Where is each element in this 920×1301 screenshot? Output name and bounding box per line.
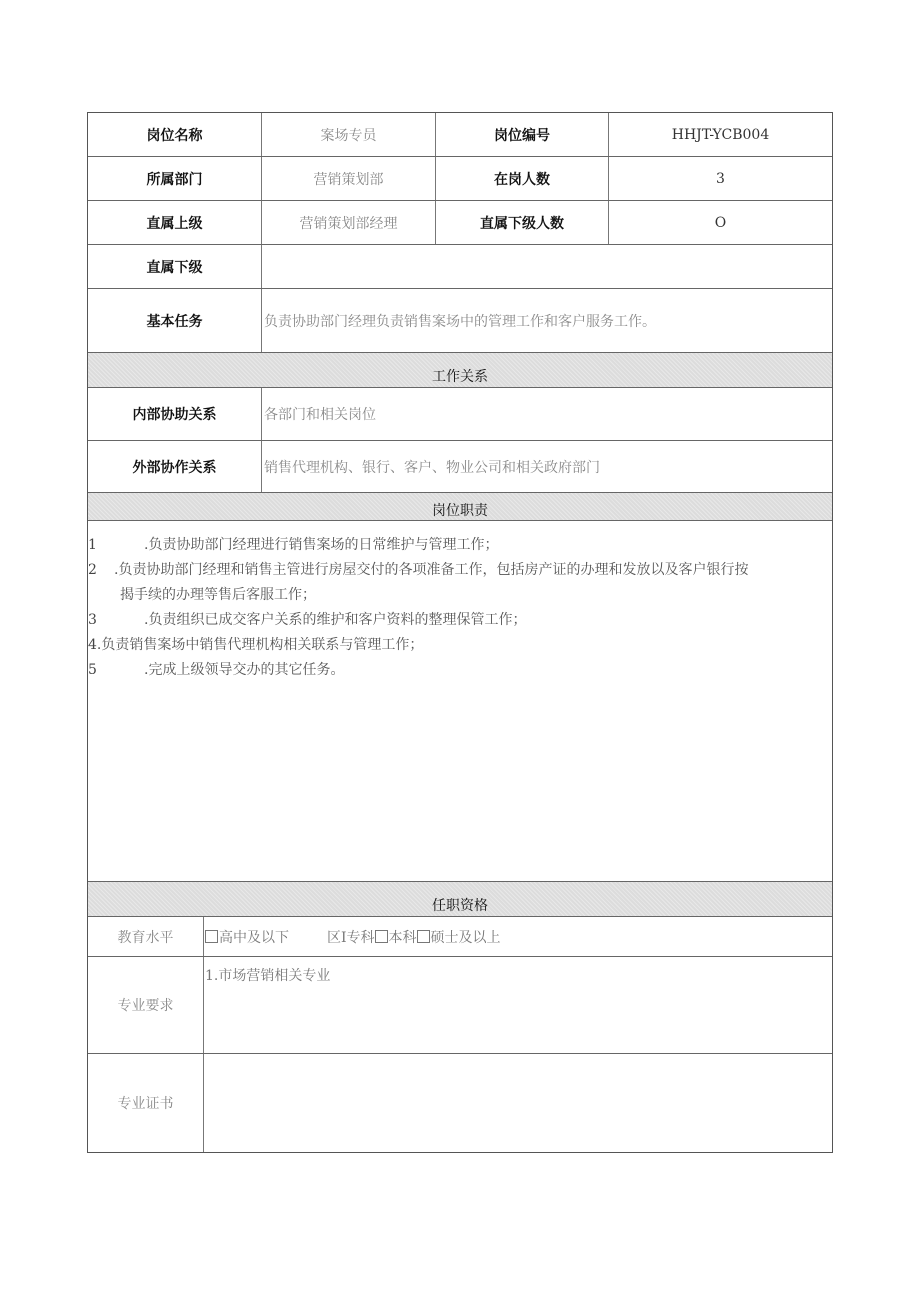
value-position-name: 案场专员 [262,113,436,156]
row-education [88,917,832,957]
label-major: 专业要求 [88,957,204,1053]
label-subordinate: 直属下级 [88,245,262,288]
label-position-name: 岗位名称 [88,113,262,156]
duty-number: 5 [88,662,97,678]
duty-text: .负责协助部门经理和销售主管进行房屋交付的各项准备工作，包括房产证的办理和发放以及客户银行按 [114,562,749,578]
job-description-table [87,112,833,1153]
value-basic-task: 负责协助部门经理负责销售案场中的管理工作和客户服务工作。 [264,314,656,330]
label-basic-task: 基本任务 [88,289,262,352]
row-internal-relations [88,388,832,441]
duty-item [88,558,832,583]
duty-item [88,608,832,633]
duty-text: .负责销售案场中销售代理机构相关联系与管理工作； [96,637,424,653]
duty-number: 2 [88,562,97,578]
value-headcount: 3 [716,170,725,187]
row-position-name [88,113,832,157]
value-supervisor: 营销策划部经理 [262,201,436,244]
value-external-relations: 销售代理机构、银行、客户、物业公司和相关政府部门 [264,459,600,476]
checkbox-icon [417,930,430,943]
duty-number: 1 [88,537,97,553]
section-title-work-relations: 工作关系 [88,353,832,387]
section-title-duties: 岗位职责 [88,493,832,520]
duty-item [88,658,832,683]
row-duties [88,521,832,882]
value-internal-relations: 各部门和相关岗位 [264,407,376,423]
checkbox-high-school[interactable]: 高中及以下 [205,927,289,947]
row-external-relations [88,441,832,493]
row-certificate [88,1054,832,1152]
row-subordinate [88,245,832,289]
checked-mark: 区I [327,929,347,946]
section-work-relations [88,353,832,388]
label-subordinate-count: 直属下级人数 [436,201,609,244]
duty-text: 揭手续的办理等售后客服工作； [120,587,316,603]
duty-number: 4 [88,637,97,653]
value-education [204,917,832,956]
value-department: 营销策划部 [262,157,436,200]
label-education: 教育水平 [88,917,204,956]
label-external-relations: 外部协作关系 [88,441,262,492]
label-headcount: 在岗人数 [436,157,609,200]
label-department: 所属部门 [88,157,262,200]
duty-number: 3 [88,612,97,628]
duty-text: .负责组织已成交客户关系的维护和客户资料的整理保管工作； [144,612,527,628]
duty-item [88,633,832,658]
duty-item-continuation [88,583,832,608]
row-department [88,157,832,201]
checkbox-icon [205,930,218,943]
label-supervisor: 直属上级 [88,201,262,244]
row-basic-task [88,289,832,353]
value-position-code: HHJT-YCB004 [671,126,770,143]
duty-text: .完成上级领导交办的其它任务。 [144,662,345,678]
row-supervisor [88,201,832,245]
section-qualifications [88,882,832,917]
checkbox-junior-college[interactable]: 区I专科 [327,929,375,946]
value-certificate [204,1054,832,1152]
duties-list [88,521,832,881]
checkbox-icon [375,930,388,943]
checkbox-bachelor[interactable]: 本科 [375,927,417,947]
checkbox-master[interactable]: 硕士及以上 [417,927,501,947]
value-subordinate [262,245,832,288]
duty-item [88,533,832,558]
section-title-qualifications: 任职资格 [88,882,832,916]
label-position-code: 岗位编号 [436,113,609,156]
value-subordinate-count: O [714,214,727,231]
value-major: 1.市场营销相关专业 [205,968,331,984]
label-internal-relations: 内部协助关系 [88,388,262,440]
section-duties [88,493,832,521]
row-major [88,957,832,1054]
duty-text: .负责协助部门经理进行销售案场的日常维护与管理工作； [144,537,499,553]
label-certificate: 专业证书 [88,1054,204,1152]
